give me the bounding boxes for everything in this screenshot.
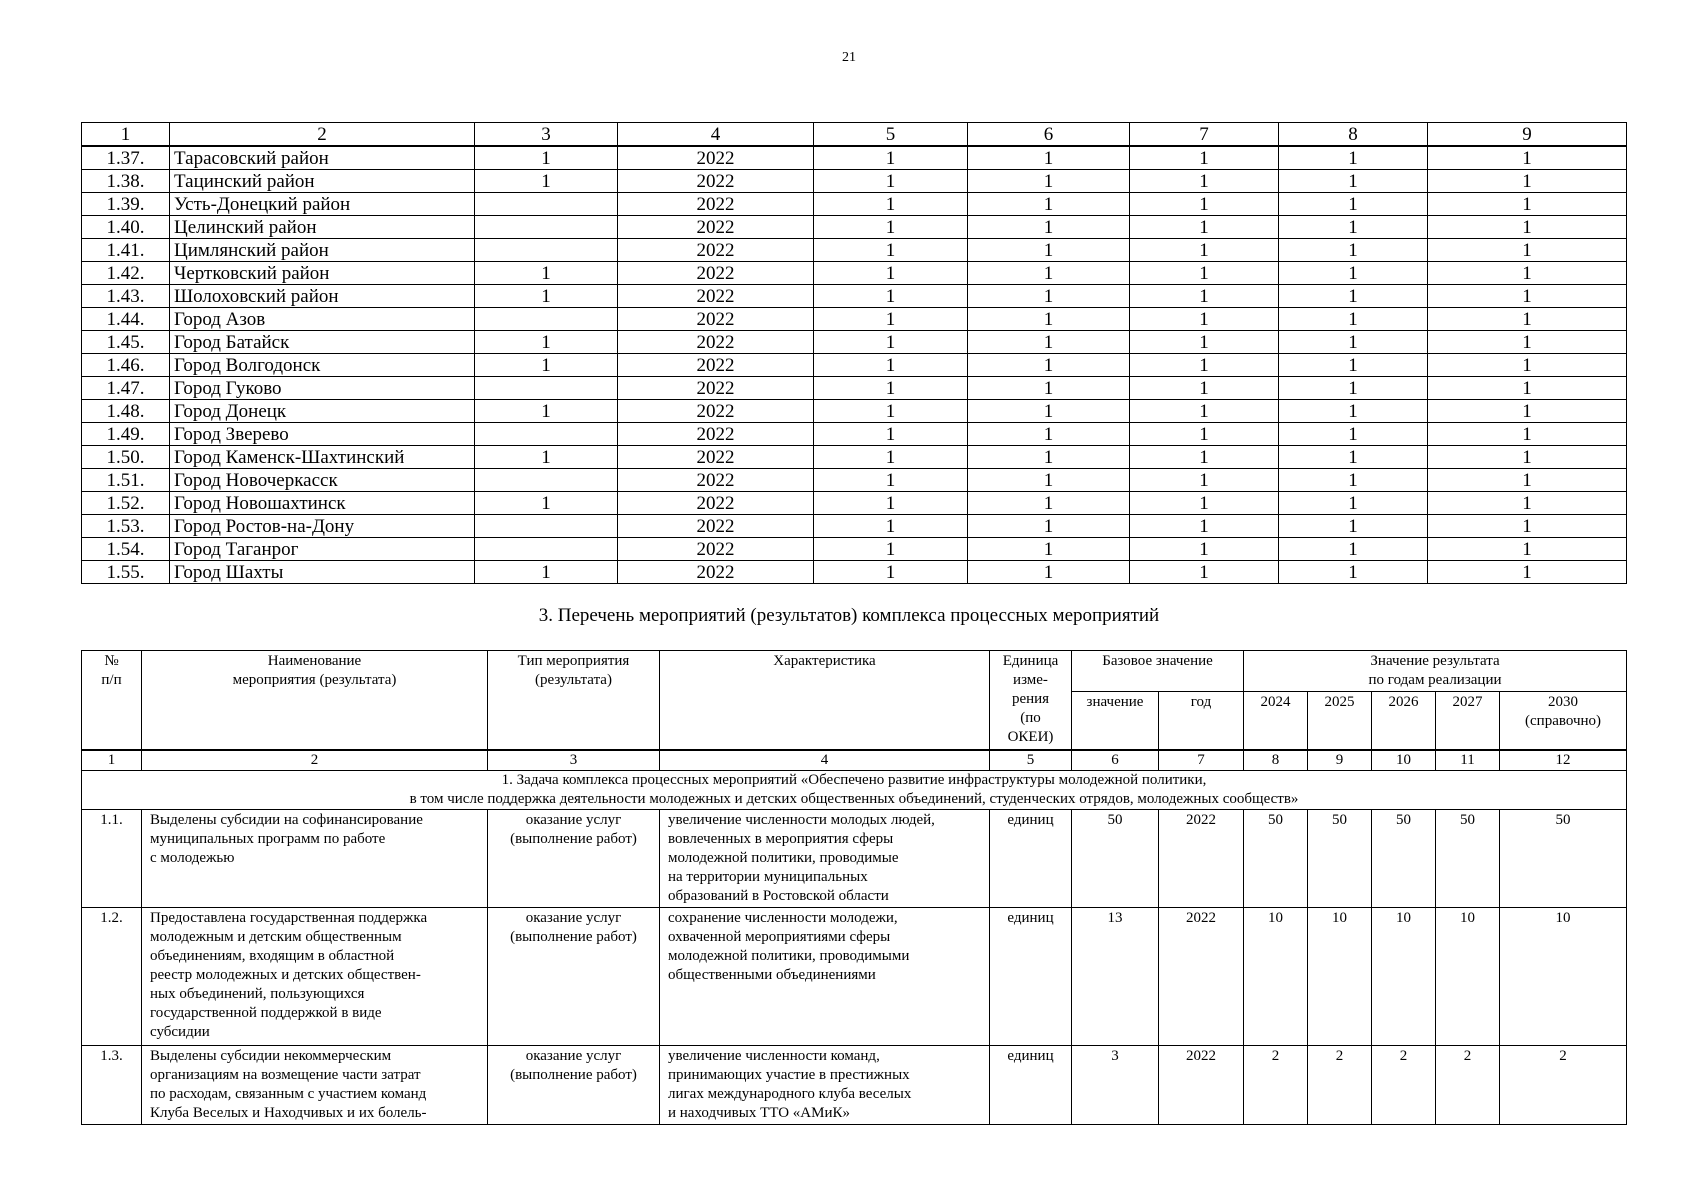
table-cell: 1 [1130, 469, 1279, 492]
section-title: 3. Перечень мероприятий (результатов) комплекса процессных мероприятий [538, 605, 1160, 626]
table-cell: 1 [968, 146, 1130, 170]
table-cell: 1.54. [82, 538, 170, 561]
table-cell: увеличение численности молодых людей, вовлеченных в мероприятия сферы молодежной политики, проводимые на территории муниципальных образований в Ростовской области [660, 809, 990, 907]
table-cell: 2022 [618, 262, 814, 285]
header-year-2025: 2025 [1308, 692, 1372, 750]
table-cell: Целинский район [170, 216, 475, 239]
table-cell: 1.55. [82, 561, 170, 584]
table-row [82, 239, 1627, 262]
column-number: 5 [814, 123, 968, 147]
table-cell: 1 [475, 285, 618, 308]
table-cell: 1 [475, 170, 618, 193]
table-cell: 1 [1279, 262, 1428, 285]
table-cell: 1 [1130, 262, 1279, 285]
table-cell: 1 [1279, 377, 1428, 400]
table-cell: 1 [1428, 561, 1627, 584]
table-cell: 1 [1279, 492, 1428, 515]
table-cell: 1 [814, 146, 968, 170]
header-year-2027: 2027 [1436, 692, 1500, 750]
table-cell: 1 [1279, 146, 1428, 170]
table-cell: 1 [1428, 170, 1627, 193]
header-name: Наименование мероприятия (результата) [142, 651, 488, 750]
table-cell: 1 [1130, 216, 1279, 239]
header-year-2024: 2024 [1244, 692, 1308, 750]
table-row [82, 446, 1627, 469]
table-cell [475, 469, 618, 492]
table-cell: увеличение численности команд, принимающих участие в престижных лигах международного клуба веселых и находчивых ТТО «АМиК» [660, 1045, 990, 1124]
header-result-by-year: Значение результата по годам реализации [1244, 651, 1627, 692]
table-cell: 1 [1428, 331, 1627, 354]
table-cell: единиц [990, 1045, 1072, 1124]
table-cell: 10 [1436, 907, 1500, 1045]
header-base-value-value: значение [1072, 692, 1159, 750]
table-cell: Город Каменск-Шахтинский [170, 446, 475, 469]
table-cell: 1.2. [82, 907, 142, 1045]
table-cell: 1 [1130, 538, 1279, 561]
column-number: 7 [1130, 123, 1279, 147]
table-cell: 1 [1130, 515, 1279, 538]
column-number: 7 [1159, 750, 1244, 771]
header-characteristic: Характеристика [660, 651, 990, 750]
table-municipalities [81, 122, 1627, 584]
column-number: 1 [82, 750, 142, 771]
table-row [82, 1045, 1627, 1124]
table-cell: 1 [475, 561, 618, 584]
table-cell: 1 [1279, 331, 1428, 354]
table-cell: 1 [814, 423, 968, 446]
table-cell: 1 [814, 492, 968, 515]
table-cell: 2 [1436, 1045, 1500, 1124]
table-cell: 1 [1130, 400, 1279, 423]
table-cell: Город Ростов-на-Дону [170, 515, 475, 538]
table-cell: 1 [1130, 146, 1279, 170]
table-row [82, 308, 1627, 331]
table-cell: 2022 [618, 377, 814, 400]
table-cell: 1 [968, 538, 1130, 561]
table-cell: 1 [968, 285, 1130, 308]
column-number: 4 [618, 123, 814, 147]
table-cell: 1.37. [82, 146, 170, 170]
table-cell: 2022 [618, 308, 814, 331]
table-cell: 1 [475, 262, 618, 285]
table-cell: 50 [1244, 809, 1308, 907]
table-cell: 10 [1308, 907, 1372, 1045]
table-cell: 1 [1130, 561, 1279, 584]
table-cell: 1 [814, 561, 968, 584]
table-cell: 3 [1072, 1045, 1159, 1124]
table-cell: Город Зверево [170, 423, 475, 446]
table-cell: 2 [1500, 1045, 1627, 1124]
table-cell: 50 [1500, 809, 1627, 907]
table-cell: 1 [814, 331, 968, 354]
table-cell: 2022 [1159, 1045, 1244, 1124]
table-activities [81, 650, 1627, 1125]
table-cell: 2022 [618, 446, 814, 469]
column-number: 5 [990, 750, 1072, 771]
header-type: Тип мероприятия (результата) [488, 651, 660, 750]
table-cell: 1.1. [82, 809, 142, 907]
table-cell [475, 239, 618, 262]
table-cell: 1 [968, 262, 1130, 285]
table-cell: 1 [1279, 216, 1428, 239]
table-cell: единиц [990, 907, 1072, 1045]
table-cell: 1 [1428, 193, 1627, 216]
table-cell: 1 [1279, 308, 1428, 331]
table-cell: 2022 [618, 193, 814, 216]
table-cell: 1 [814, 515, 968, 538]
table-row [82, 492, 1627, 515]
table-cell: 1 [1130, 492, 1279, 515]
table-row [82, 538, 1627, 561]
table-cell: 1 [814, 400, 968, 423]
table-row [82, 377, 1627, 400]
table-cell: 10 [1244, 907, 1308, 1045]
table-cell: 2022 [1159, 907, 1244, 1045]
table-cell: 1 [968, 492, 1130, 515]
table-cell: 1 [968, 170, 1130, 193]
table-cell: 1.52. [82, 492, 170, 515]
table-cell: 1 [1130, 308, 1279, 331]
table-cell: 1 [1428, 538, 1627, 561]
table-cell: 1 [814, 446, 968, 469]
table-cell: Город Новочеркасск [170, 469, 475, 492]
table-cell: Цимлянский район [170, 239, 475, 262]
table-row [82, 354, 1627, 377]
table-cell: 1 [1428, 308, 1627, 331]
header-base-value-year: год [1159, 692, 1244, 750]
task-title: 1. Задача комплекса процессных мероприятий «Обеспечено развитие инфраструктуры молодежной политики, в том числе поддержка деятельности молодежных и детских общественных объединений, студенческих отрядов, молодежных сообществ» [82, 770, 1627, 809]
column-number: 3 [475, 123, 618, 147]
table-cell: 2022 [618, 400, 814, 423]
table-row [82, 515, 1627, 538]
table-cell: 1.44. [82, 308, 170, 331]
table-cell: 1.48. [82, 400, 170, 423]
table-cell: 10 [1500, 907, 1627, 1045]
table-cell: 50 [1308, 809, 1372, 907]
table-cell: 2022 [618, 216, 814, 239]
table-cell: 50 [1436, 809, 1500, 907]
table-cell: 1 [814, 377, 968, 400]
table-cell: 2 [1308, 1045, 1372, 1124]
table-cell [475, 216, 618, 239]
table-cell: 1 [968, 331, 1130, 354]
table-cell: 1 [1279, 469, 1428, 492]
table-cell: Тарасовский район [170, 146, 475, 170]
table-cell: 1 [968, 561, 1130, 584]
table-row [82, 193, 1627, 216]
column-number: 3 [488, 750, 660, 771]
table-row [82, 331, 1627, 354]
table-row [82, 469, 1627, 492]
table-cell: 1 [1130, 285, 1279, 308]
table-cell: 1 [968, 469, 1130, 492]
table-cell: 1.46. [82, 354, 170, 377]
table-cell: 2022 [618, 538, 814, 561]
table-cell: 1 [814, 262, 968, 285]
table-cell: Тацинский район [170, 170, 475, 193]
column-number: 6 [1072, 750, 1159, 771]
header-year-2026: 2026 [1372, 692, 1436, 750]
table-cell: 1 [1428, 239, 1627, 262]
table-cell: Шолоховский район [170, 285, 475, 308]
table-row [82, 285, 1627, 308]
table-cell: 1 [1130, 423, 1279, 446]
table-cell: 1 [814, 354, 968, 377]
table-cell: единиц [990, 809, 1072, 907]
table-cell: 1 [1428, 146, 1627, 170]
table-row [82, 146, 1627, 170]
column-number: 8 [1244, 750, 1308, 771]
table-cell: Выделены субсидии на софинансирование муниципальных программ по работе с молодежью [142, 809, 488, 907]
table-cell: 1 [814, 538, 968, 561]
table-cell: 1 [968, 308, 1130, 331]
table-cell [475, 423, 618, 446]
table-cell: 1 [1428, 354, 1627, 377]
column-numbers-row [82, 750, 1627, 771]
column-number: 10 [1372, 750, 1436, 771]
table-cell: 1.45. [82, 331, 170, 354]
table-cell: Город Новошахтинск [170, 492, 475, 515]
table-cell: 1 [1130, 354, 1279, 377]
table-cell: 1 [968, 400, 1130, 423]
table-cell: 1 [1130, 446, 1279, 469]
page-number: 21 [842, 50, 856, 65]
table-cell: 2022 [618, 331, 814, 354]
table-cell: Город Шахты [170, 561, 475, 584]
table-cell: 50 [1072, 809, 1159, 907]
table-cell: 1.53. [82, 515, 170, 538]
table-cell: 1 [1428, 446, 1627, 469]
table-cell: 1 [1428, 285, 1627, 308]
table-cell: Город Таганрог [170, 538, 475, 561]
table-cell: 50 [1372, 809, 1436, 907]
table-cell: 1.49. [82, 423, 170, 446]
table-cell: 1 [1279, 515, 1428, 538]
table-cell: Выделены субсидии некоммерческим организациям на возмещение части затрат по расходам, связанным с участием команд Клуба Веселых и Находчивых и их болель- [142, 1045, 488, 1124]
table-cell: 1 [968, 377, 1130, 400]
header-num: № п/п [82, 651, 142, 750]
table-cell: 1 [814, 308, 968, 331]
column-number: 11 [1436, 750, 1500, 771]
table-cell: 13 [1072, 907, 1159, 1045]
table-cell: 1 [1428, 423, 1627, 446]
table-cell: 1.47. [82, 377, 170, 400]
table-cell: 1.50. [82, 446, 170, 469]
table-cell: Город Гуково [170, 377, 475, 400]
table-cell: 2022 [618, 239, 814, 262]
table-cell: 1 [475, 146, 618, 170]
header-base-value: Базовое значение [1072, 651, 1244, 692]
table-cell: 1 [1130, 331, 1279, 354]
table-cell: 1 [968, 515, 1130, 538]
table-cell: 1 [1279, 446, 1428, 469]
table-cell: 1 [1279, 423, 1428, 446]
table-cell: 2022 [618, 492, 814, 515]
table-cell [475, 515, 618, 538]
task-row [82, 770, 1627, 809]
table-cell: 1 [814, 239, 968, 262]
table-cell: 1 [1428, 469, 1627, 492]
table-cell: 1 [968, 193, 1130, 216]
table-row [82, 400, 1627, 423]
table-cell: 2022 [1159, 809, 1244, 907]
table-cell: 1 [1130, 170, 1279, 193]
table-cell: оказание услуг (выполнение работ) [488, 1045, 660, 1124]
table-cell: 1 [475, 400, 618, 423]
column-number: 2 [170, 123, 475, 147]
table-row [82, 170, 1627, 193]
table-cell: 2022 [618, 515, 814, 538]
table-cell: 1 [968, 446, 1130, 469]
table-cell: 1.38. [82, 170, 170, 193]
table-cell: 10 [1372, 907, 1436, 1045]
table-cell: 1.41. [82, 239, 170, 262]
table-cell: 1 [814, 285, 968, 308]
table-cell [475, 193, 618, 216]
column-number: 2 [142, 750, 488, 771]
table-cell: 1.39. [82, 193, 170, 216]
column-number: 1 [82, 123, 170, 147]
table-cell: 1 [475, 446, 618, 469]
table-cell: 2 [1244, 1045, 1308, 1124]
table-row [82, 809, 1627, 907]
column-number: 6 [968, 123, 1130, 147]
table-cell: 1 [968, 239, 1130, 262]
table-cell [475, 538, 618, 561]
table-cell: 1 [475, 354, 618, 377]
table-cell: 2022 [618, 469, 814, 492]
table-cell: Усть-Донецкий район [170, 193, 475, 216]
table-cell: 1 [1279, 285, 1428, 308]
table-cell: 1 [1428, 515, 1627, 538]
table-cell: 1 [475, 331, 618, 354]
table-row [82, 423, 1627, 446]
table-cell: Предоставлена государственная поддержка молодежным и детским общественным объединениям, входящим в областной реестр молодежных и детских обществен- ных объединений, пользующихся государственной поддержкой в виде субсидии [142, 907, 488, 1045]
table-cell: 1 [1428, 262, 1627, 285]
table-cell: 1 [1428, 400, 1627, 423]
table-cell: 1 [1279, 354, 1428, 377]
table-cell: 1 [1279, 170, 1428, 193]
table-cell: 1 [1279, 538, 1428, 561]
header-unit: Единица изме- рения (по ОКЕИ) [990, 651, 1072, 750]
table-cell: 2022 [618, 561, 814, 584]
table-cell: Чертковский район [170, 262, 475, 285]
table-cell: 1 [1279, 400, 1428, 423]
table-cell: 1 [968, 216, 1130, 239]
table-cell: 2 [1372, 1045, 1436, 1124]
table-cell: 1 [814, 469, 968, 492]
table-cell [475, 377, 618, 400]
header-year-2030: 2030 (справочно) [1500, 692, 1627, 750]
table-cell: 1 [475, 492, 618, 515]
column-number: 4 [660, 750, 990, 771]
table-cell: 1 [814, 216, 968, 239]
table-cell: 1 [968, 423, 1130, 446]
table-cell: 1 [1279, 239, 1428, 262]
table-row [82, 216, 1627, 239]
table-cell: 2022 [618, 354, 814, 377]
column-number: 9 [1428, 123, 1627, 147]
table-cell: Город Донецк [170, 400, 475, 423]
table-cell: 1 [968, 354, 1130, 377]
table-cell: Город Батайск [170, 331, 475, 354]
table-cell: 1 [1130, 193, 1279, 216]
table-cell: 1 [1130, 377, 1279, 400]
table-row [82, 907, 1627, 1045]
table-cell: сохранение численности молодежи, охваченной мероприятиями сферы молодежной политики, проводимыми общественными объединениями [660, 907, 990, 1045]
table-cell: 2022 [618, 170, 814, 193]
table-cell: 1.3. [82, 1045, 142, 1124]
table-cell: Город Азов [170, 308, 475, 331]
table-cell: 1 [1428, 377, 1627, 400]
table-cell: 1 [814, 170, 968, 193]
table-cell: оказание услуг (выполнение работ) [488, 907, 660, 1045]
table-cell: 1.43. [82, 285, 170, 308]
table-cell: 1.42. [82, 262, 170, 285]
table-row [82, 561, 1627, 584]
table-cell: 1 [1428, 216, 1627, 239]
table-cell: 1 [814, 193, 968, 216]
table-header-row [82, 123, 1627, 147]
column-number: 12 [1500, 750, 1627, 771]
table-cell [475, 308, 618, 331]
table-cell: 1 [1428, 492, 1627, 515]
table-cell: 1 [1130, 239, 1279, 262]
table-cell: 2022 [618, 423, 814, 446]
table-cell: 2022 [618, 146, 814, 170]
table-cell: 1 [1279, 561, 1428, 584]
table-cell: 1.51. [82, 469, 170, 492]
table-row [82, 262, 1627, 285]
table-cell: Город Волгодонск [170, 354, 475, 377]
table-cell: 1.40. [82, 216, 170, 239]
column-number: 8 [1279, 123, 1428, 147]
table-cell: 1 [1279, 193, 1428, 216]
table-cell: 2022 [618, 285, 814, 308]
column-number: 9 [1308, 750, 1372, 771]
table-cell: оказание услуг (выполнение работ) [488, 809, 660, 907]
